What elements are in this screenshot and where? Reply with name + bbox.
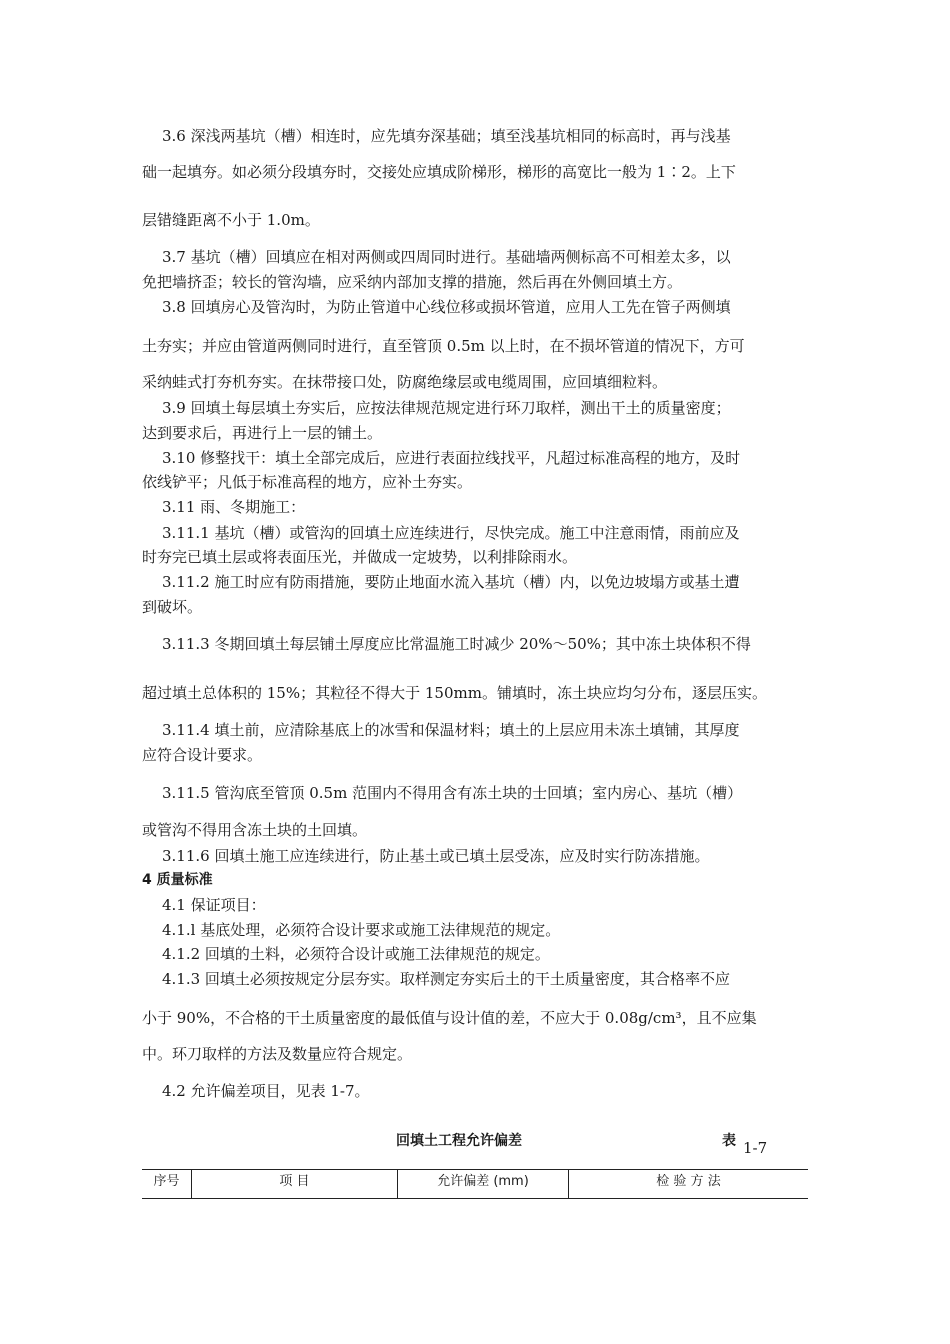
paragraph-line: 或管沟不得用含冻土块的土回填。 <box>142 821 368 839</box>
paragraph-line: 4.1.3 回填土必须按规定分层夯实。取样测定夯实后土的干土质量密度，其合格率不应 <box>162 970 730 988</box>
paragraph-line: 3.11.1 基坑（槽）或管沟的回填土应连续进行，尽快完成。施工中注意雨情，雨前应及 <box>162 524 740 542</box>
paragraph-line: 3.11.4 填土前，应清除基底上的冰雪和保温材料；填土的上层应用未冻土填铺，其厚度 <box>162 721 740 739</box>
paragraph-line: 时夯完已填土层或将表面压光，并做成一定坡势，以利排除雨水。 <box>142 548 578 566</box>
paragraph-line: 4.2 允许偏差项目，见表 1-7。 <box>162 1082 370 1100</box>
table-header-cell: 项 目 <box>279 1174 310 1189</box>
table-header-cell: 序号 <box>153 1174 180 1189</box>
paragraph-line: 础一起填夯。如必须分段填夯时，交接处应填成阶梯形，梯形的高宽比一般为 1∶2。上下 <box>142 163 736 181</box>
paragraph-line: 中。环刀取样的方法及数量应符合规定。 <box>142 1045 413 1063</box>
paragraph-line: 4.1 保证项目： <box>162 896 266 914</box>
paragraph-line: 4.1.l 基底处理，必须符合设计要求或施工法律规范的规定。 <box>162 921 561 939</box>
table-header-cell: 允许偏差 (mm) <box>437 1174 529 1189</box>
paragraph-line: 3.9 回填土每层填土夯实后，应按法律规范规定进行环刀取样，测出干土的质量密度； <box>162 399 731 417</box>
table-number: 1-7 <box>743 1139 768 1157</box>
deviation-table <box>142 1169 808 1199</box>
paragraph-line: 3.11.3 冬期回填土每层铺土厚度应比常温施工时减少 20%～50%；其中冻土块体积不得 <box>162 635 751 653</box>
paragraph-line: 超过填土总体积的 15%；其粒径不得大于 150mm。铺填时，冻土块应均匀分布，逐层压实。 <box>142 684 767 702</box>
paragraph-line: 3.8 回填房心及管沟时，为防止管道中心线位移或损坏管道，应用人工先在管子两侧填 <box>162 298 731 316</box>
paragraph-line: 4.1.2 回填的土料，必须符合设计或施工法律规范的规定。 <box>162 945 550 963</box>
paragraph-line: 免把墙挤歪；较长的管沟墙，应采纳内部加支撑的措施，然后再在外侧回填土方。 <box>142 273 683 291</box>
paragraph-line: 到破坏。 <box>142 598 203 616</box>
table-header-cell: 检 验 方 法 <box>656 1174 721 1189</box>
paragraph-line: 3.11.5 管沟底至管顶 0.5m 范围内不得用含有冻土块的士回填；室内房心、基坑（槽） <box>162 784 743 802</box>
paragraph-line: 3.10 修整找干：填土全部完成后，应进行表面拉线找平，凡超过标准高程的地方，及时 <box>162 449 741 467</box>
paragraph-line: 层错缝距离不小于 1.0m。 <box>142 211 320 229</box>
paragraph-line: 3.11.6 回填土施工应连续进行，防止基土或已填土层受冻，应及时实行防冻措施。 <box>162 847 710 865</box>
paragraph-line: 采纳蛙式打夯机夯实。在抹带接口处，防腐绝缘层或电缆周围，应回填细粒料。 <box>142 373 668 391</box>
table-title: 回填土工程允许偏差 <box>396 1133 522 1149</box>
paragraph-line: 应符合设计要求。 <box>142 746 263 764</box>
paragraph-line: 3.7 基坑（槽）回填应在相对两侧或四周同时进行。基础墙两侧标高不可相差太多，以 <box>162 248 731 266</box>
paragraph-line: 小于 90%，不合格的干土质量密度的最低值与设计值的差，不应大于 0.08g/cm³，且不应集 <box>142 1009 757 1027</box>
paragraph-line: 依线铲平；凡低于标准高程的地方，应补土夯实。 <box>142 473 473 491</box>
paragraph-line: 3.11.2 施工时应有防雨措施，要防止地面水流入基坑（槽）内，以免边坡塌方或基土遭 <box>162 573 740 591</box>
paragraph-line: 土夯实；并应由管道两侧同时进行，直至管顶 0.5m 以上时，在不损坏管道的情况下，方可 <box>142 337 745 355</box>
paragraph-line: 3.6 深浅两基坑（槽）相连时，应先填夯深基础；填至浅基坑相同的标高时，再与浅基 <box>162 127 731 145</box>
paragraph-line: 达到要求后，再进行上一层的铺土。 <box>142 424 383 442</box>
section-heading: 4 质量标准 <box>142 872 213 888</box>
table-label: 表 <box>722 1133 736 1149</box>
paragraph-line: 3.11 雨、冬期施工： <box>162 498 306 516</box>
